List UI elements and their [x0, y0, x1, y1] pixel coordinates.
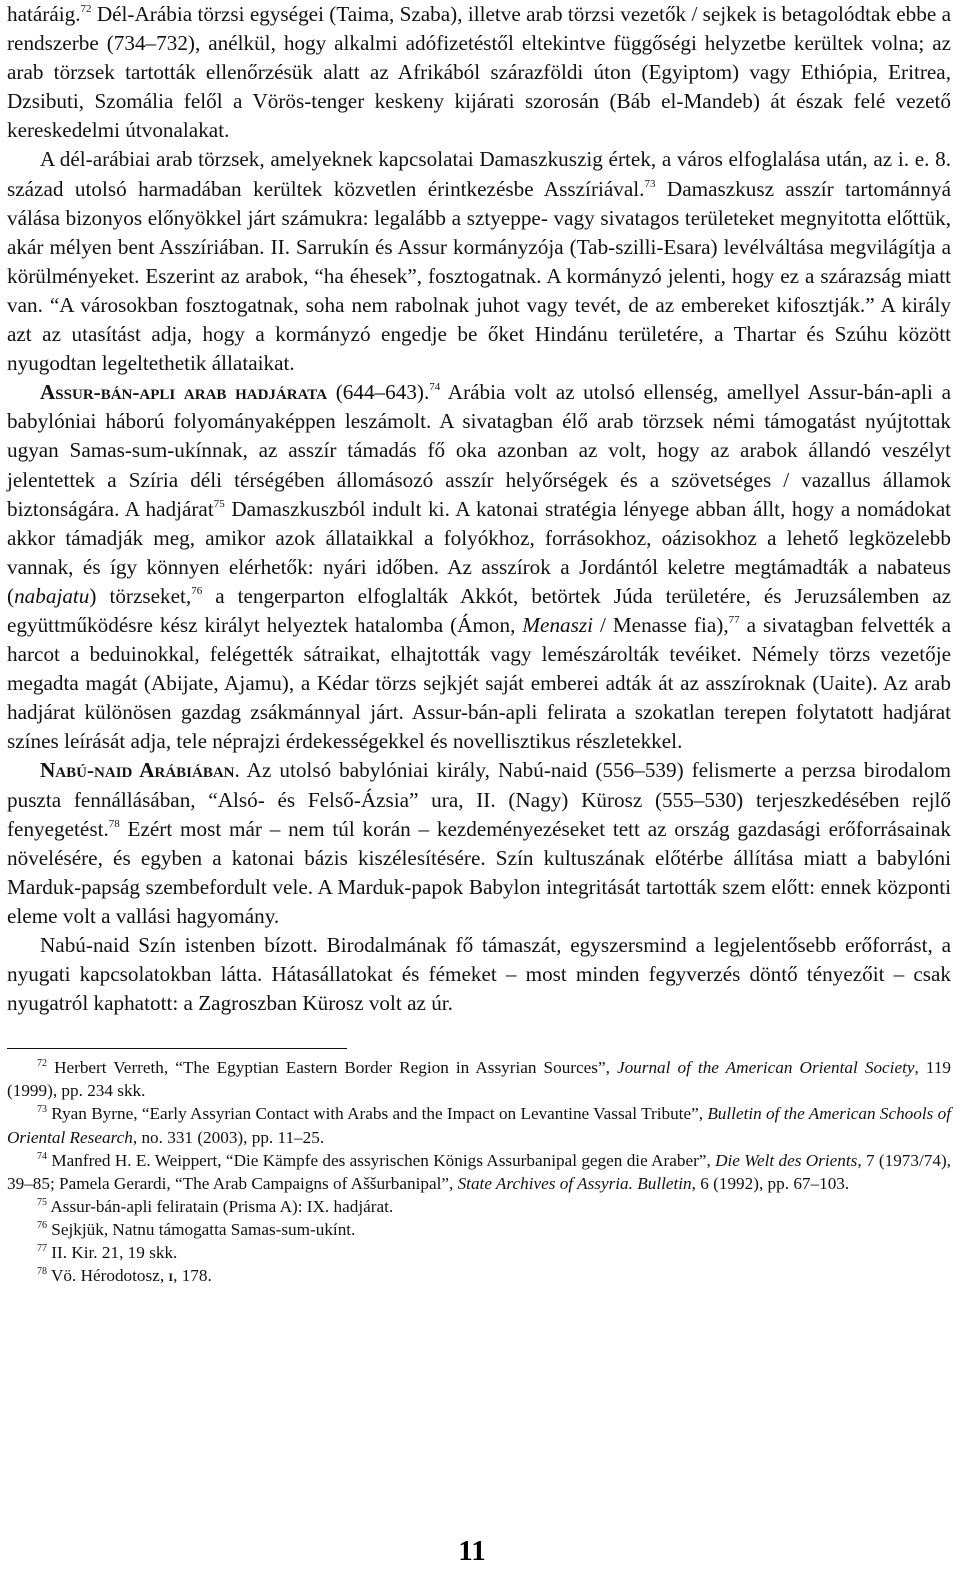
text-run: a tengerparton elfoglalták Akkót, betörtek Júda területére, és Jeruzsálemben az együttműködésre kész királyt helyeztek hatalomba (Ámon, — [7, 583, 951, 637]
footnote-ref: 73 — [644, 177, 656, 190]
footnote — [7, 1218, 951, 1241]
section-heading: i — [168, 1266, 174, 1286]
footnote-ref: 75 — [213, 497, 225, 510]
footnote-ref: 77 — [37, 1243, 47, 1255]
footnote-ref: 74 — [429, 381, 441, 394]
text-run: ) törzseket, — [89, 583, 192, 608]
text-run: (644–643). — [327, 380, 430, 405]
text-run: Ezért most már – nem túl korán – kezdeményezéseket tett az ország gazdasági erőforrásainak növelésére, és egyben a katonai bázis kiszélesítésére. Szín kultuszának előtérbe állítása miatt a babylóni Marduk-papság szembefordult vele. A Marduk-papok Babylon integritását tartották szem előtt: ennek központi eleme volt a vallási hagyomány. — [7, 816, 951, 928]
text-run: határáig. — [7, 2, 81, 26]
footnote — [7, 1056, 951, 1102]
footnote-separator — [7, 1048, 347, 1049]
italic-text: Journal of the American Oriental Society — [616, 1058, 915, 1078]
text-run: Herbert Verreth, “The Egyptian Eastern Border Region in Assyrian Sources”, — [47, 1058, 617, 1078]
paragraph — [7, 378, 951, 756]
footnote — [7, 1149, 951, 1195]
text-run: Vö. Hérodotosz, — [47, 1266, 169, 1286]
main-text — [7, 0, 951, 1018]
text-run: . Az utolsó babylóniai király, Nabú-naid (556–539) felismerte a perzsa birodalom puszta fennállásában, “Alsó- és Felső-Ázsia” ura, II. (Nagy) Kürosz (555–530) terjeszkedésében rejlő fenyegetést. — [7, 758, 951, 841]
footnote-ref: 75 — [37, 1196, 47, 1208]
page-number: 11 — [458, 1535, 486, 1567]
paragraph — [7, 756, 951, 931]
footnote-ref: 77 — [728, 613, 740, 626]
text-run: Damaszkusz asszír tartománnyá válása bizonyos előnyökkel járt számukra: legalább a sztyeppe- vagy sivatagos területeket megnyitotta előttük, akár mélyen bent Asszíriában. II. Sarrukín és Assur kormányzója (Tab-szilli-Esara) levélváltása megvilágítja a körülményeket. Eszerint az arabok, “ha éhesek”, fosztogatnak. A kormányzó jelenti, hogy ez a szárazság miatt van. “A városokban fosztogatnak, soha nem rabolnak juhot vagy tevét, de az embereket kifosztják.” A király azt az utasítást adja, hogy a kormányzó engedje be őket Hindánu területére, a Thartar és Szúhu között nyugodtan legeltethetik állataikat. — [7, 176, 951, 376]
footnote-ref: 76 — [37, 1219, 47, 1231]
footnote-ref: 72 — [37, 1058, 47, 1070]
footnote-ref: 74 — [37, 1150, 47, 1162]
text-run: Dél-Arábia törzsi egységei (Taima, Szaba), illetve arab törzsi vezetők / sejkek is betagolódtak ebbe a rendszerbe (734–732), anélkül, hogy alkalmi adófizetéstől eltekintve függőségi helyzetbe kerültek volna; az arab törzsek tartották ellenőrzésük alatt az Afrikából szárazföldi úton (Egyiptom) vagy Ethiópia, Eritrea, Dzsibuti, Szomália felől a Vörös-tenger keskeny kijárati szorosán (Báb el-Mandeb) át észak felé vezető kereskedelmi útvonalakat. — [7, 2, 951, 143]
italic-text: nabajatu — [14, 583, 90, 608]
text-run: , 7 (1973/74), 39–85; Pamela Gerardi, “The Arab Campaigns of Aššurbanipal”, — [7, 1150, 951, 1193]
text-run: , 178. — [173, 1266, 212, 1286]
text-run: A dél-arábiai arab törzsek, amelyeknek kapcsolatai Damaszkuszig értek, a város elfoglalása után, az i. e. 8. század utolsó harmadában kerültek közvetlen érintkezésbe Asszíriával. — [7, 147, 951, 201]
paragraph — [7, 931, 951, 1018]
text-run: / Menasse fia), — [593, 612, 729, 637]
footnote — [7, 1102, 951, 1148]
italic-text: Bulletin of the American Schools of Oriental Research — [7, 1104, 951, 1147]
text-run: Nabú-naid Szín istenben bízott. Birodalmának fő támaszát, egyszersmind a legjelentősebb erőforrást, a nyugati kapcsolatokban látta. Hátasállatokat és fémeket – most minden fegyverzés döntő tényezőit – csak nyugatról kaphatott: a Zagroszban Kürosz volt az úr. — [7, 933, 951, 1016]
italic-text: Die Welt des Orients — [715, 1150, 858, 1170]
section-heading: Nabú-naid Arábiában — [40, 758, 235, 783]
footnote — [7, 1195, 951, 1218]
text-run: , no. 331 (2003), pp. 11–25. — [132, 1127, 325, 1147]
text-run: a sivatagban felvették a harcot a beduinokkal, felégették sátraikat, elhajtották vagy lemészárolták tevéiket. Némely törzs vezetője megadta magát (Abijate, Ajamu), a Kédar törzs sejkjét saját emberei adták át az asszíroknak (Uaite). Az arab hadjárat különösen gazdag zsákmánnyal járt. Assur-bán-apli felirata a szokatlan terepen folytatott hadjárat színes leírását adja, tele néprajzi érdekességekkel és novellisztikus részletekkel. — [7, 612, 951, 754]
text-run: Assur-bán-apli feliratain (Prisma A): IX. hadjárat. — [47, 1196, 394, 1216]
text-run: Ryan Byrne, “Early Assyrian Contact with Arabs and the Impact on Levantine Vassal Tribute”, — [47, 1104, 708, 1124]
text-run: , 6 (1992), pp. 67–103. — [691, 1173, 850, 1193]
footnote-ref: 78 — [37, 1266, 47, 1278]
italic-text: State Archives of Assyria. Bulletin — [457, 1173, 692, 1193]
text-run: Damaszkuszból indult ki. A katonai stratégia lényege abban állt, hogy a nomádokat akkor támadják meg, amikor azok állataikkal a folyókhoz, forrásokhoz, oázisokhoz a lehető legközelebb vannak, és így könnyen elérhetők: nyári időben. Az asszírok a Jordántól keletre megtámadták a nabateus ( — [7, 496, 951, 608]
footnote-ref: 78 — [108, 817, 120, 830]
text-run: II. Kir. 21, 19 skk. — [47, 1243, 178, 1263]
footnote — [7, 1241, 951, 1264]
text-run: , 119 (1999), pp. 234 skk. — [7, 1058, 952, 1101]
text-run: Sejkjük, Natnu támogatta Samas-sum-ukínt. — [47, 1219, 356, 1239]
text-run: Arábia volt az utolsó ellenség, amellyel Assur-bán-apli a babylóniai háború folyományaképpen leszámolt. A sivatagban élő arab törzsek némi támogatást nyújtottak ugyan Samas-sum-ukínnak, az asszír támadás fő oka azonban az volt, hogy az arabok állandó veszélyt jelentettek a Szíria déli térségében állomásozó asszír helyőrségek és a szövetséges / vazallus államok biztonságára. A hadjárat — [7, 380, 951, 521]
paragraph — [7, 0, 951, 145]
footnote — [7, 1264, 951, 1287]
paragraph — [7, 145, 951, 378]
page — [7, 0, 951, 1287]
footnote-ref: 72 — [80, 3, 92, 15]
footnote-ref: 73 — [37, 1104, 47, 1116]
section-heading: Assur-bán-apli arab hadjárata — [40, 380, 328, 405]
italic-text: Menaszi — [522, 612, 594, 637]
text-run: Manfred H. E. Weippert, “Die Kämpfe des assyrischen Königs Assurbanipal gegen die Araber”, — [47, 1150, 716, 1170]
footnotes — [7, 1056, 951, 1287]
footnote-ref: 76 — [191, 584, 203, 597]
